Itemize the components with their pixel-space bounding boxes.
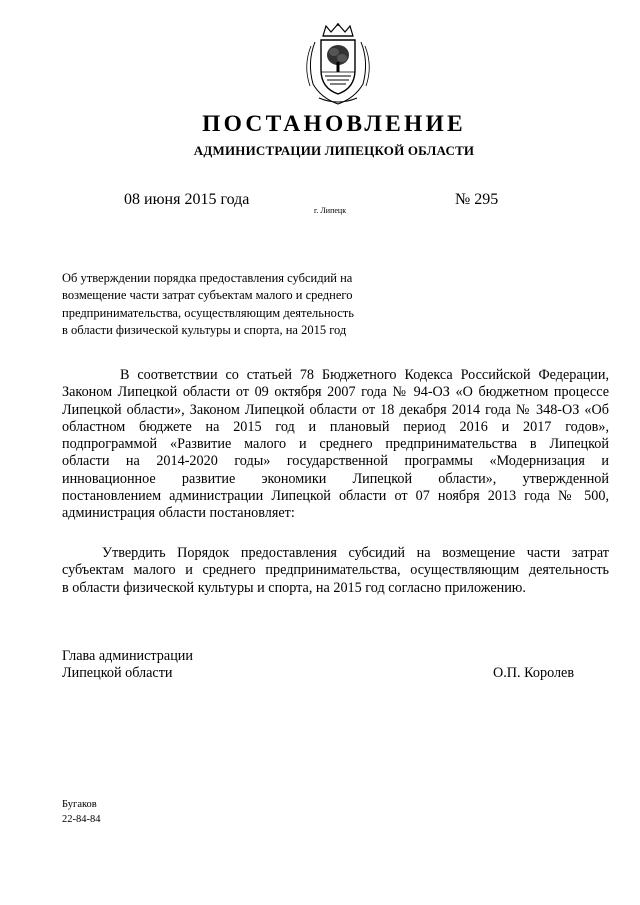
subject-line: возмещение части затрат субъектам малого и среднего [62,288,353,303]
signer-position-line: Липецкой области [62,665,173,682]
paragraph-line: подпрограммой «Развитие малого и среднего предпринимательства в Липецкой [62,436,609,453]
paragraph-line: областном бюджете на 2015 год и плановый период 2016 и 2017 годов», [62,418,609,435]
document-issuer: АДМИНИСТРАЦИИ ЛИПЕЦКОЙ ОБЛАСТИ [193,143,475,158]
decision-paragraph [62,545,609,597]
paragraph-line: в области физической культуры и спорта, на 2015 год согласно приложению. [62,579,526,596]
paragraph-line: администрация области постановляет: [62,505,295,522]
signer-name: О.П. Королев [493,665,575,681]
executor-phone: 22-84-84 [62,813,101,825]
paragraph-line: области на 2014-2020 годы» государственной программы «Модернизация и [62,453,609,470]
document-city: г. Липецк [314,206,347,215]
subject-line: Об утверждении порядка предоставления субсидий на [62,271,353,285]
document-date: 08 июня 2015 года [124,191,250,208]
paragraph-line: инновационное развитие экономики Липецкой области», утвержденной [62,470,609,487]
paragraph-line: Законом Липецкой области от 09 октября 2007 года № 94-ОЗ «О бюджетном процессе [62,384,609,401]
subject-line: в области физической культуры и спорта, на 2015 год [62,322,347,337]
executor-info [62,798,101,827]
signer-position-line: Глава администрации [62,648,193,664]
signer-position [62,648,193,683]
paragraph-line: постановлением администрации Липецкой области от 07 ноября 2013 года № 500, [62,488,609,505]
paragraph-line: В соответствии со статьей 78 Бюджетного Кодекса Российской Федерации, [120,367,609,383]
document-number: № 295 [455,191,499,208]
document-subject [62,270,392,339]
paragraph-line: субъектам малого и среднего предпринимательства, осуществляющим деятельность [62,562,609,579]
paragraph-line: Утвердить Порядок предоставления субсидий на возмещение части затрат [102,545,609,561]
subject-line: предпринимательства, осуществляющим деятельность [62,305,354,320]
paragraph-line: Липецкой области», Законом Липецкой области от 18 декабря 2014 года № 348-ОЗ «Об [62,401,609,418]
executor-name: Бугаков [62,799,97,810]
coat-of-arms-icon [301,22,375,106]
document-title: ПОСТАНОВЛЕНИЕ [202,111,466,137]
preamble-paragraph [62,367,609,523]
